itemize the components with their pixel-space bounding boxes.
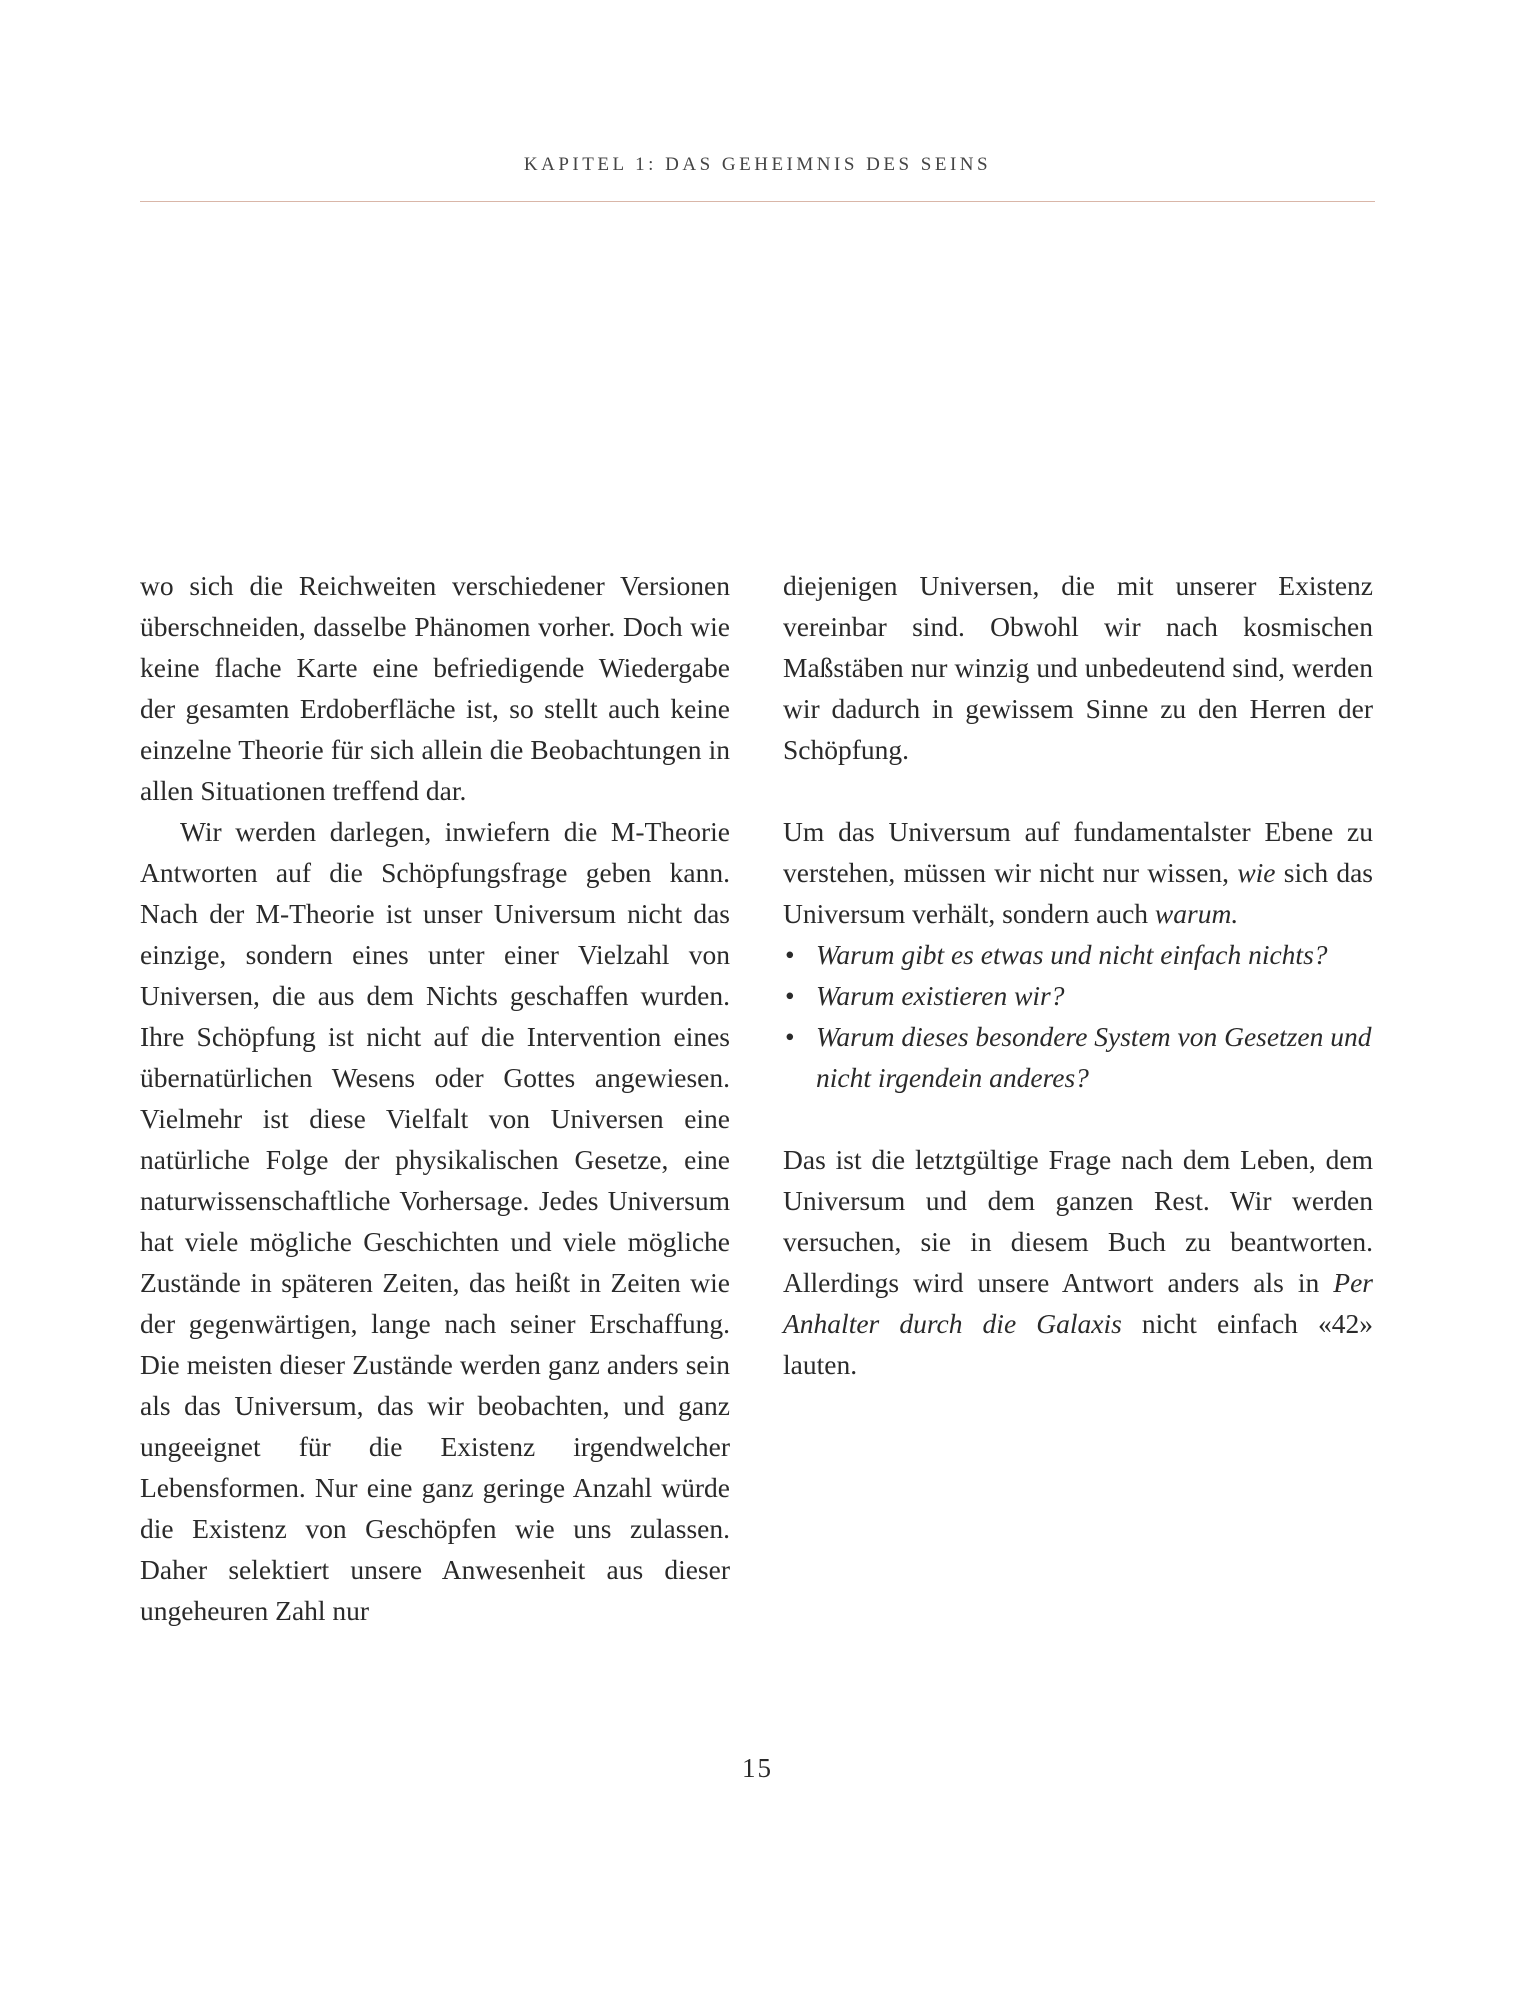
- bullet-icon: •: [785, 1021, 795, 1052]
- header-rule: [140, 201, 1375, 202]
- book-title: Per Anhalter durch die Galaxis: [783, 1267, 1373, 1339]
- question-item: [783, 975, 1373, 1016]
- para2-text-a: Um das Universum auf fundamentalster Ebene zu verstehen, müssen wir nicht nur wissen,: [783, 816, 1373, 888]
- running-head: KAPITEL 1: DAS GEHEIMNIS DES SEINS: [523, 154, 992, 175]
- question-text: Warum existieren wir?: [816, 980, 1065, 1011]
- para2-emphasis-warum: warum.: [1154, 898, 1239, 929]
- page-number: 15: [742, 1753, 773, 1783]
- right-paragraph-2: [783, 811, 1373, 934]
- question-list: [783, 934, 1373, 1098]
- right-column: [783, 565, 1373, 1385]
- para3-text-a: Das ist die letztgültige Frage nach dem Leben, dem Universum und dem ganzen Rest. Wir werden versuchen, sie in diesem Buch zu beantworten. Allerdings wird unsere Antwort anders als in: [783, 1144, 1373, 1298]
- question-item: [783, 1016, 1373, 1098]
- right-paragraph-3: [783, 1139, 1373, 1385]
- question-text: Warum gibt es etwas und nicht einfach nichts?: [816, 939, 1328, 970]
- bullet-icon: •: [785, 980, 795, 1011]
- question-text: Warum dieses besondere System von Gesetzen und nicht irgendein anderes?: [816, 1021, 1372, 1093]
- para2-text-b: sich das Universum verhält, sondern auch: [783, 857, 1373, 929]
- right-paragraph-1: diejenigen Universen, die mit unserer Existenz vereinbar sind. Obwohl wir nach kosmischen Maßstäben nur winzig und unbedeutend sind, werden wir dadurch in gewissem Sinne zu den Herren der Schöpfung.: [783, 570, 1373, 765]
- left-paragraph-1: wo sich die Reichweiten verschiedener Versionen überschneiden, dasselbe Phänomen vorher. Doch wie keine flache Karte eine befriedigende Wiedergabe der gesamten Erdoberfläche ist, so stellt auch keine einzelne Theorie für sich allein die Beobachtungen in allen Situationen treffend dar.: [140, 570, 730, 806]
- para3-text-b: nicht einfach «42» lauten.: [783, 1308, 1373, 1380]
- para2-emphasis-wie: wie: [1237, 857, 1276, 888]
- left-paragraph-2: Wir werden darlegen, inwiefern die M-Theorie Antworten auf die Schöpfungsfrage geben kann. Nach der M-Theorie ist unser Universum nicht das einzige, sondern eines unter einer Vielzahl von Universen, die aus dem Nichts geschaffen wurden. Ihre Schöpfung ist nicht auf die Intervention eines übernatürlichen Wesens oder Gottes angewiesen. Vielmehr ist diese Vielfalt von Universen eine natürliche Folge der physikalischen Gesetze, eine naturwissenschaftliche Vorhersage. Jedes Universum hat viele mögliche Geschichten und viele mögliche Zustände in späteren Zeiten, das heißt in Zeiten wie der gegenwärtigen, lange nach seiner Erschaffung. Die meisten dieser Zustände werden ganz anders sein als das Universum, das wir beobachten, und ganz ungeeignet für die Existenz irgendwelcher Lebensformen. Nur eine ganz geringe Anzahl würde die Existenz von Geschöpfen wie uns zulassen. Daher selektiert unsere Anwesenheit aus dieser ungeheuren Zahl nur: [140, 816, 730, 1626]
- question-item: [783, 934, 1373, 975]
- left-column: [140, 565, 730, 1631]
- bullet-icon: •: [785, 939, 795, 970]
